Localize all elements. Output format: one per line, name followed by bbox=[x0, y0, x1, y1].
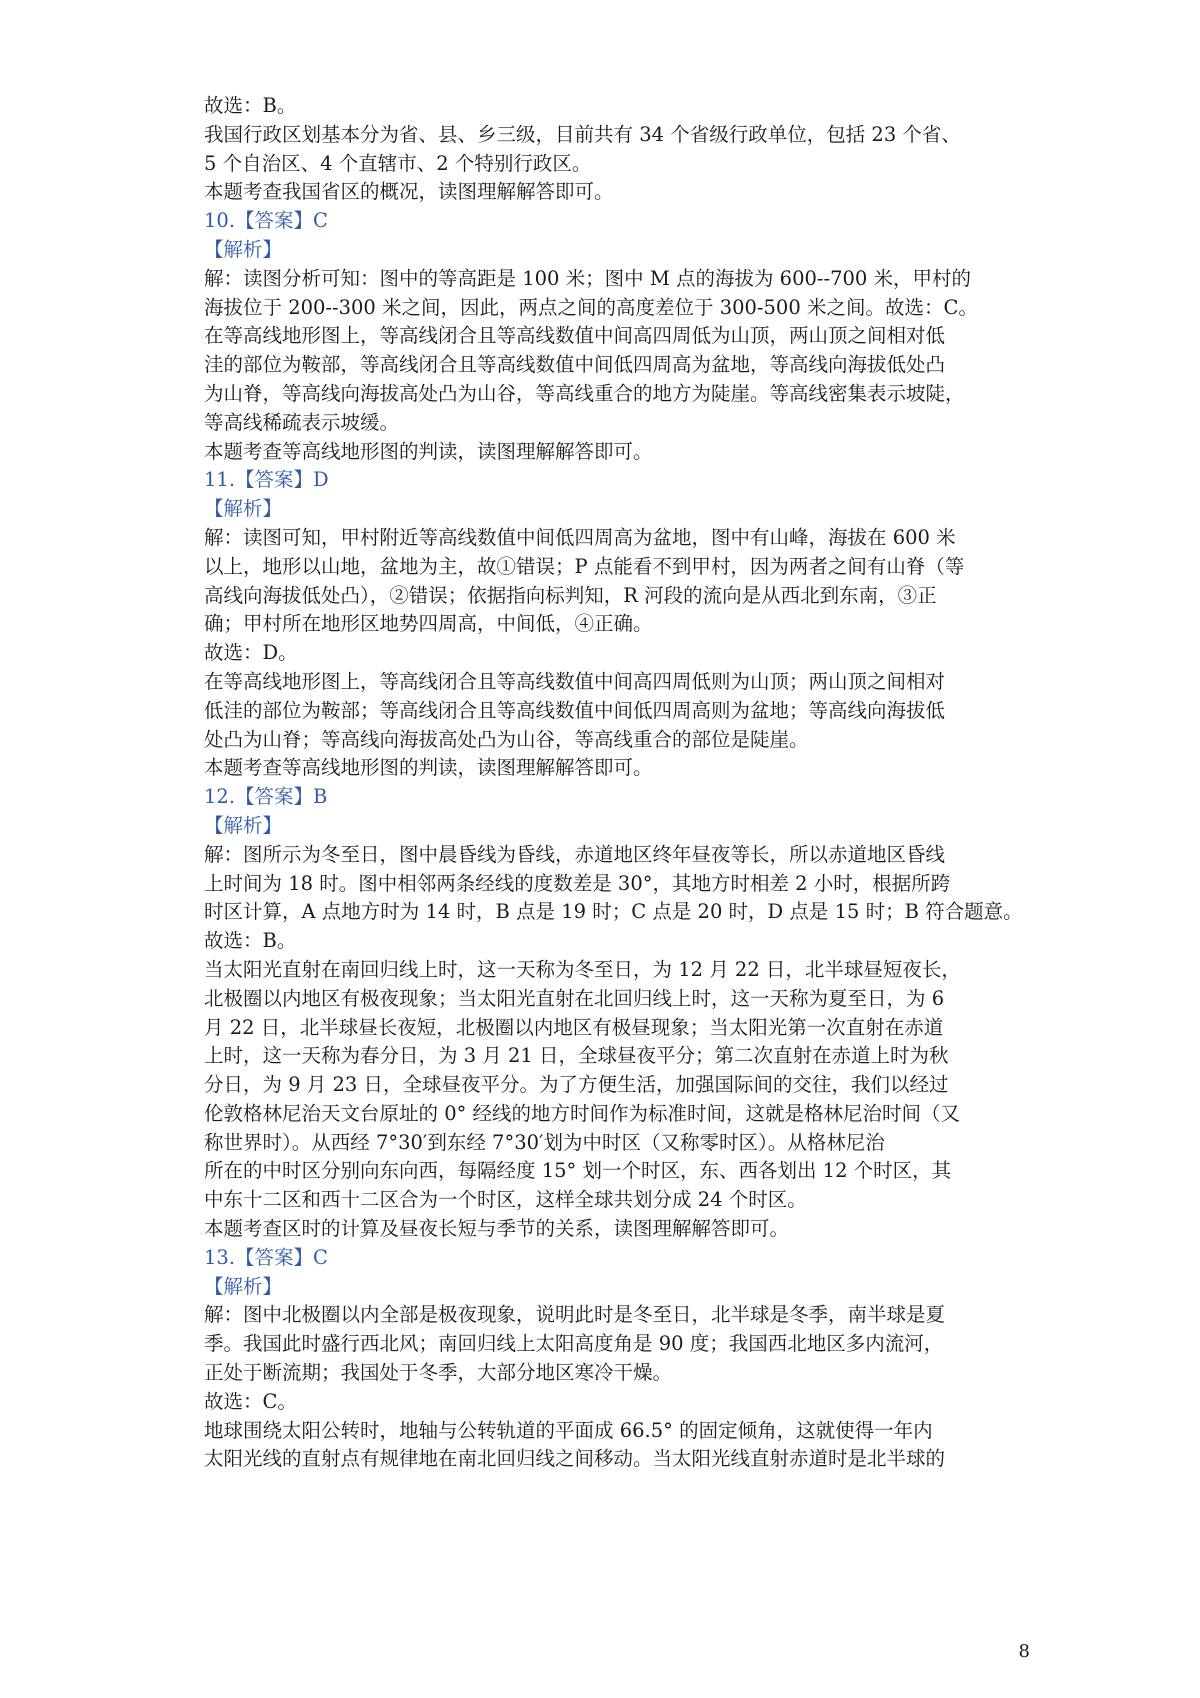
text-line: 分日，为 9 月 23 日，全球昼夜平分。为了方便生活，加强国际间的交往，我们以经过 bbox=[204, 1073, 949, 1097]
text-line: 本题考查等高线地形图的判读，读图理解解答即可。 bbox=[204, 439, 653, 463]
text-line: 本题考查我国省区的概况，读图理解解答即可。 bbox=[204, 180, 614, 204]
text-line: 高线向海拔低处凸），②错误；依据指向标判知，R 河段的流向是从西北到东南，③正 bbox=[204, 583, 937, 607]
text-line: 解：图所示为冬至日，图中晨昏线为昏线，赤道地区终年昼夜等长，所以赤道地区昏线 bbox=[204, 842, 946, 866]
text-line: 故选：D。 bbox=[204, 641, 298, 665]
answer-heading-line: 13.【答案】C bbox=[204, 1245, 328, 1269]
text-line: 季。我国此时盛行西北风；南回归线上太阳高度角是 90 度；我国西北地区多内流河， bbox=[204, 1332, 944, 1356]
text-line: 5 个自治区、4 个直辖市、2 个特别行政区。 bbox=[204, 151, 592, 175]
text-line: 北极圈以内地区有极夜现象；当太阳光直射在北回归线上时，这一天称为夏至日，为 6 bbox=[204, 986, 945, 1010]
text-line: 故选：B。 bbox=[204, 929, 297, 953]
text-line: 太阳光线的直射点有规律地在南北回归线之间移动。当太阳光线直射赤道时是北半球的 bbox=[204, 1447, 946, 1471]
text-line: 称世界时）。从西经 7°30′到东经 7°30′划为中时区（又称零时区）。从格林尼治 bbox=[204, 1130, 885, 1154]
text-line: 地球围绕太阳公转时，地轴与公转轨道的平面成 66.5° 的固定倾角，这就使得一年内 bbox=[204, 1418, 933, 1442]
text-line: 解：读图可知，甲村附近等高线数值中间低四周高为盆地，图中有山峰，海拔在 600 米 bbox=[204, 525, 956, 549]
text-line: 在等高线地形图上，等高线闭合且等高线数值中间高四周低为山顶，两山顶之间相对低 bbox=[204, 324, 946, 348]
document-body bbox=[204, 92, 1023, 1474]
text-line: 月 22 日，北半球昼长夜短，北极圈以内地区有极昼现象；当太阳光第一次直射在赤道 bbox=[204, 1015, 944, 1039]
text-line: 我国行政区划基本分为省、县、乡三级，目前共有 34 个省级行政单位，包括 23 个省、 bbox=[204, 122, 961, 146]
answer-heading-line: 【解析】 bbox=[204, 1274, 283, 1298]
answer-heading-line: 【解析】 bbox=[204, 237, 283, 261]
text-line: 伦敦格林尼治天文台原址的 0° 经线的地方时间作为标准时间，这就是格林尼治时间（又 bbox=[204, 1101, 961, 1125]
text-line: 故选：B。 bbox=[204, 94, 297, 117]
text-line: 处凸为山脊；等高线向海拔高处凸为山谷，等高线重合的部位是陡崖。 bbox=[204, 727, 809, 751]
text-line: 解：读图分析可知：图中的等高距是 100 米；图中 M 点的海拔为 600--700 米，甲村的 bbox=[204, 266, 971, 290]
text-line: 中东十二区和西十二区合为一个时区，这样全球共划分成 24 个时区。 bbox=[204, 1188, 807, 1212]
text-line: 确；甲村所在地形区地势四周高，中间低，④正确。 bbox=[204, 612, 653, 636]
text-line: 上时间为 18 时。图中相邻两条经线的度数差是 30°，其地方时相差 2 小时，根据所跨 bbox=[204, 871, 951, 895]
text-line: 等高线稀疏表示坡缓。 bbox=[204, 410, 400, 434]
text-line: 本题考查等高线地形图的判读，读图理解解答即可。 bbox=[204, 756, 653, 780]
text-line: 时区计算，A 点地方时为 14 时，B 点是 19 时；C 点是 20 时，D 点是 15 时；B 符合题意。 bbox=[204, 900, 1023, 924]
answer-heading-line: 【解析】 bbox=[204, 497, 283, 521]
text-line: 海拔位于 200--300 米之间，因此，两点之间的高度差位于 300-500 米之间。故选：C。 bbox=[204, 295, 978, 319]
text-line: 为山脊，等高线向海拔高处凸为山谷，等高线重合的地方为陡崖。等高线密集表示坡陡， bbox=[204, 381, 965, 405]
text-line: 当太阳光直射在南回归线上时，这一天称为冬至日，为 12 月 22 日，北半球昼短夜长， bbox=[204, 957, 961, 981]
text-line: 所在的中时区分别向东向西，每隔经度 15° 划一个时区，东、西各划出 12 个时区，其 bbox=[204, 1159, 952, 1183]
text-line: 正处于断流期；我国处于冬季，大部分地区寒冷干燥。 bbox=[204, 1361, 673, 1385]
text-line: 洼的部位为鞍部，等高线闭合且等高线数值中间低四周高为盆地，等高线向海拔低处凸 bbox=[204, 353, 946, 377]
text-line: 本题考查区时的计算及昼夜长短与季节的关系，读图理解解答即可。 bbox=[204, 1217, 790, 1241]
text-line: 以上，地形以山地，盆地为主，故①错误；P 点能看不到甲村，因为两者之间有山脊（等 bbox=[204, 554, 965, 578]
text-line: 故选：C。 bbox=[204, 1389, 297, 1413]
answer-heading-line: 10.【答案】C bbox=[204, 209, 328, 233]
page-number: 8 bbox=[1018, 1641, 1030, 1662]
text-line: 解：图中北极圈以内全部是极夜现象，说明此时是冬至日，北半球是冬季，南半球是夏 bbox=[204, 1303, 946, 1327]
answer-heading-line: 11.【答案】D bbox=[204, 468, 329, 492]
answer-heading-line: 【解析】 bbox=[204, 813, 283, 837]
text-line: 在等高线地形图上，等高线闭合且等高线数值中间高四周低则为山顶；两山顶之间相对 bbox=[204, 669, 946, 693]
text-line: 低洼的部位为鞍部；等高线闭合且等高线数值中间低四周高则为盆地；等高线向海拔低 bbox=[204, 698, 946, 722]
answer-heading-line: 12.【答案】B bbox=[204, 785, 328, 809]
text-line: 上时，这一天称为春分日，为 3 月 21 日，全球昼夜平分；第二次直射在赤道上时为秋 bbox=[204, 1044, 949, 1068]
